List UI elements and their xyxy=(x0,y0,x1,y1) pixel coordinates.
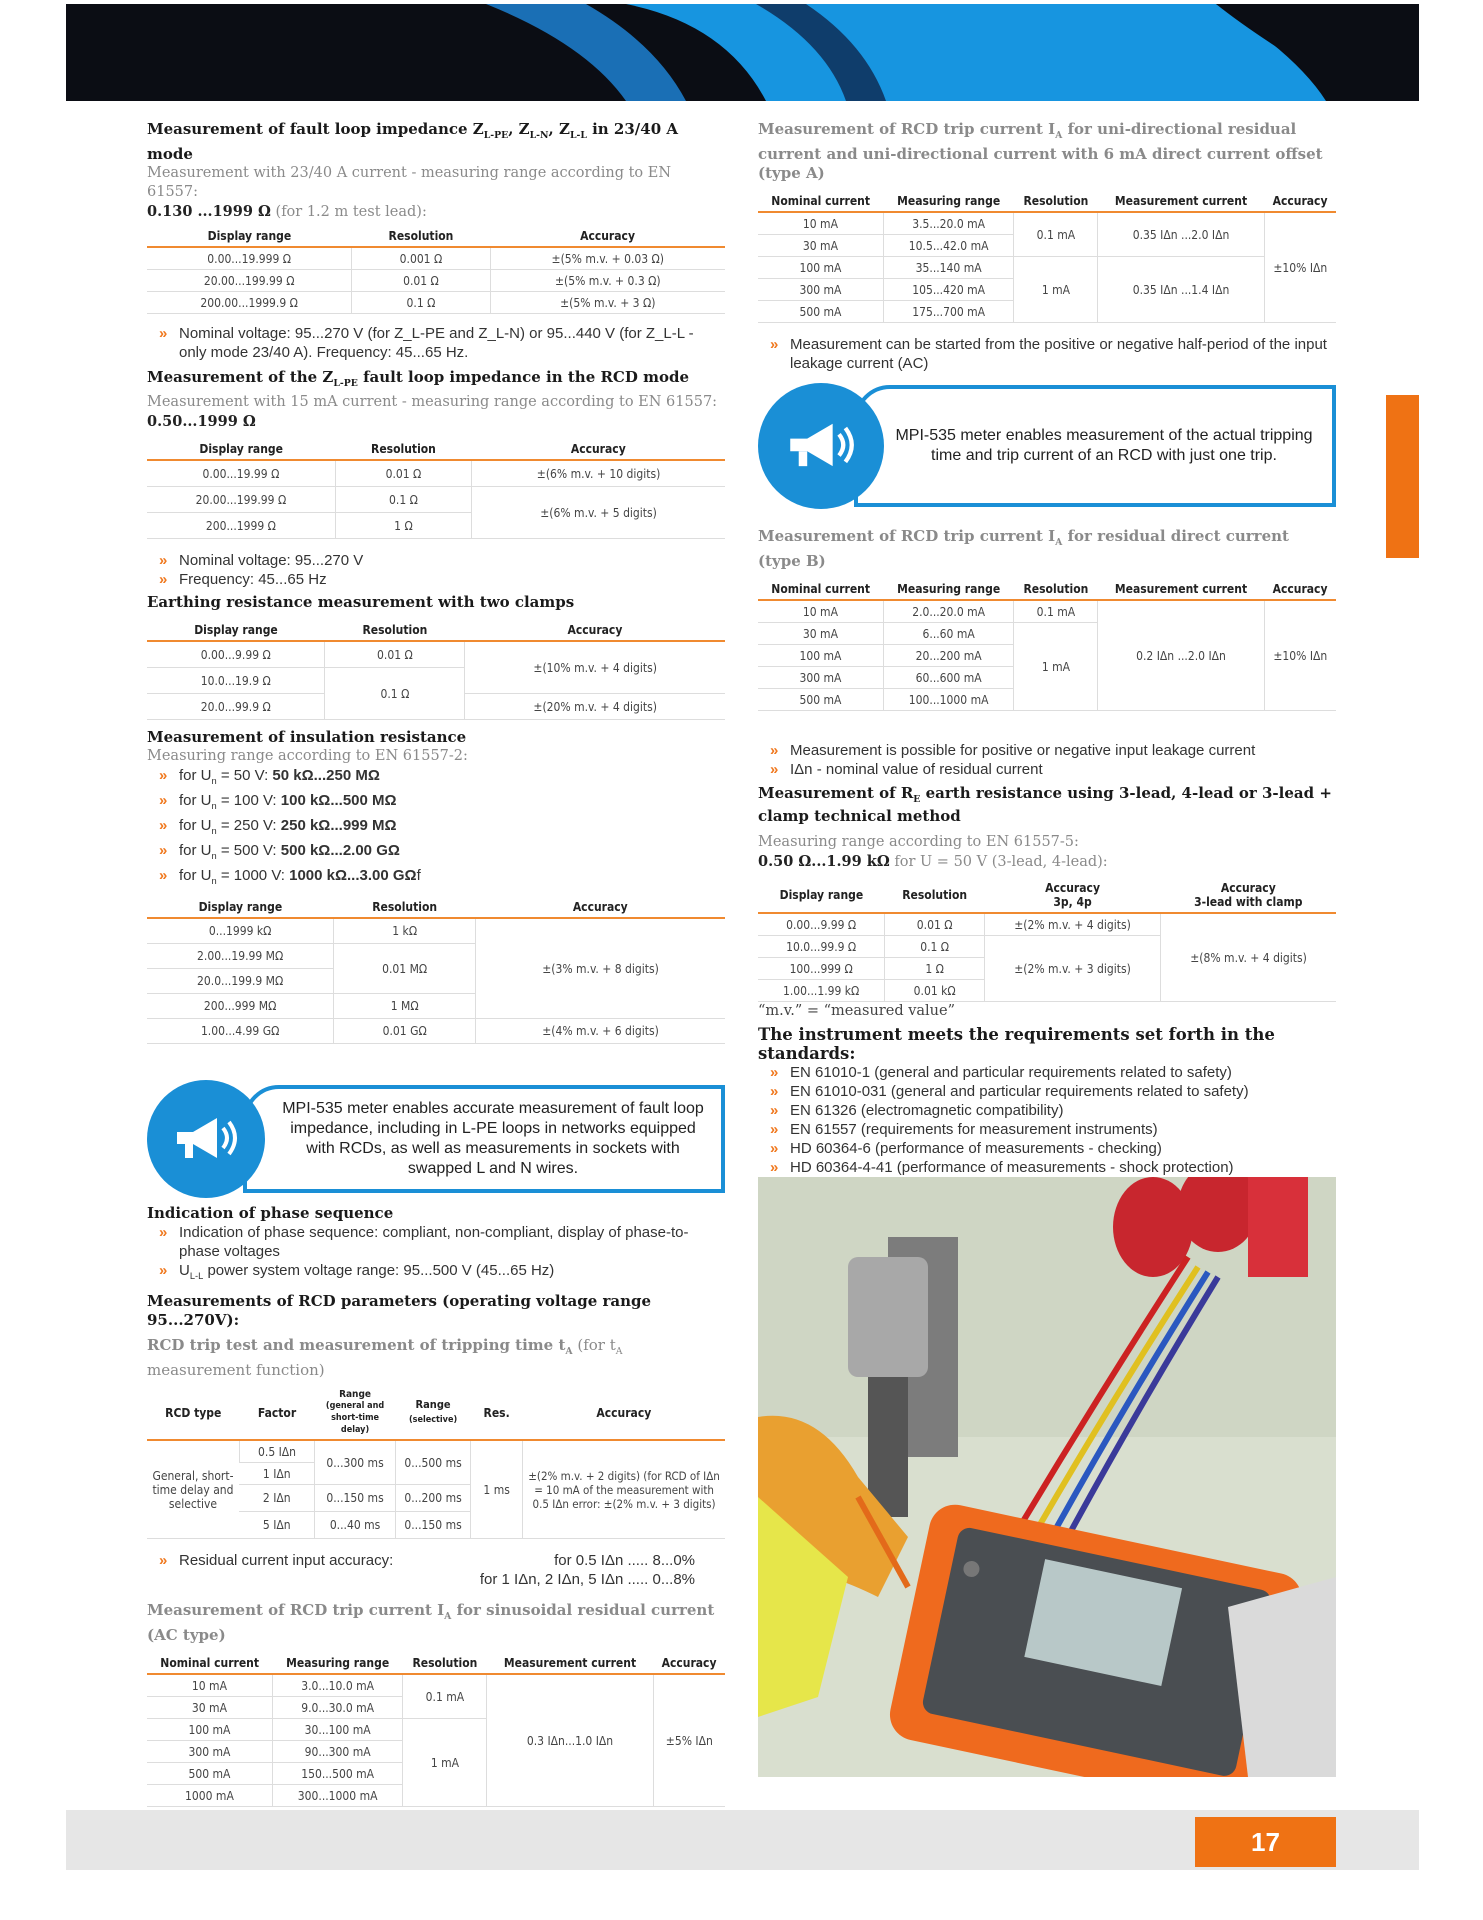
standards-title: The instrument meets the requirements set forth in the standards: xyxy=(758,1025,1275,1063)
table-row: 500 mA 150...500 mA xyxy=(147,1763,725,1785)
table-row: 0.00...19.99 Ω 0.01 Ω ±(6% m.v. + 10 digits) xyxy=(147,460,725,487)
re-table: Display range Resolution Accuracy 3p, 4p Accuracy 3-lead with clamp 0.00...9.99 Ω 0.01 Ω ±(2% m.v. + 4 digits) ±(8% m.v. + 4 digits) 10.0...99.9 Ω 0.1 Ω ±(2% m.v. + 3 digits) 100...999 Ω 1 Ω 1.00...1.99 kΩ 0.01 kΩ xyxy=(758,878,1336,1002)
ac-type-title: Measurement of RCD trip current $I_A$ for sinusoidal residual current (AC type) xyxy=(147,1601,715,1644)
type-a-title: Measurement of RCD trip current $I_A$ for uni-directional residual current and uni-directional current with 6 mA direct current offset (type A) xyxy=(758,120,1323,182)
table-row: 0...1999 kΩ 1 kΩ ±(3% m.v. + 8 digits) xyxy=(147,918,725,944)
rcd-loop-range: 0.50...1999 Ω xyxy=(147,413,256,430)
megaphone-icon xyxy=(758,383,884,509)
table-row: 100...999 Ω 1 Ω xyxy=(758,958,1336,980)
insulation-item: » for $U_n = 50$ V: 50 kΩ...250 MΩ xyxy=(147,766,725,791)
insulation-item: » for $U_n = 250$ V: 250 kΩ...999 MΩ xyxy=(147,816,725,841)
insulation-table: Display range Resolution Accuracy 0...1999 kΩ 1 kΩ ±(3% m.v. + 8 digits) 2.00...19.99 MΩ 0.01 MΩ 20.0...199.9 MΩ 200...999 MΩ 1 MΩ 1.00...4.99 GΩ 0.01 GΩ ±(4% m.v. + 6 digits) xyxy=(147,897,725,1044)
table-row: 300 mA 60...600 mA xyxy=(758,667,1336,689)
earth-clamps-table: Display range Resolution Accuracy 0.00...9.99 Ω 0.01 Ω ±(10% m.v. + 4 digits) 10.0...19.9 Ω 0.1 Ω 20.0...99.9 Ω ±(20% m.v. + 4 digits) xyxy=(147,620,725,720)
type-b-note: » Measurement is possible for positive or negative input leakage current xyxy=(758,741,1336,760)
rcd-subtitle: RCD trip test and measurement of tripping time $t_A$ (for $t_A$ measurement function) xyxy=(147,1336,623,1379)
table-row: 0.00...19.999 Ω 0.001 Ω ±(5% m.v. + 0.03 Ω) xyxy=(147,247,725,270)
table-row: 200...999 MΩ 1 MΩ xyxy=(147,994,725,1019)
insulation-list xyxy=(147,766,725,891)
table-row: 20.0...99.9 Ω ±(20% m.v. + 4 digits) xyxy=(147,694,725,720)
fault-loop-desc: Measurement with 23/40 A current - measuring range according to EN 61557: xyxy=(147,165,672,200)
left-column xyxy=(147,120,725,1855)
callout-rcd xyxy=(758,383,1336,509)
table-row: 10 mA 3.0...10.0 mA 0.1 mA 0.3 IΔn...1.0 IΔn ±5% IΔn xyxy=(147,1674,725,1697)
re-range: 0.50 Ω...1.99 kΩ for U = 50 V (3-lead, 4-lead): xyxy=(758,853,1108,870)
table-row: 2 IΔn 0...150 ms 0...200 ms xyxy=(147,1485,725,1512)
instrument-photo xyxy=(758,1177,1336,1777)
fault-loop-range: 0.130 ...1999 Ω (for 1.2 m test lead): xyxy=(147,203,427,220)
ac-type-table: Nominal current Measuring range Resolution Measurement current Accuracy 10 mA 3.0...10.0 mA 0.1 mA 0.3 IΔn...1.0 IΔn ±5% IΔn 30 mA 9.0...30.0 mA 100 mA 30...100 mA 1 mA 300 mA 90...300 mA 500 mA 150...500 mA 1000 mA 300...1000 mA xyxy=(147,1653,725,1807)
table-row: 2.00...19.99 MΩ 0.01 MΩ xyxy=(147,944,725,969)
header-banner xyxy=(66,4,1419,101)
table-row: 30 mA 6...60 mA 1 mA xyxy=(758,623,1336,645)
standard-item: » EN 61010-031 (general and particular requirements related to safety) xyxy=(758,1082,1336,1101)
table-row: 100 mA 35...140 mA 1 mA 0.35 IΔn ...1.4 IΔn xyxy=(758,257,1336,279)
table-row: 300 mA 90...300 mA xyxy=(147,1741,725,1763)
rcd-loop-note: » Frequency: 45...65 Hz xyxy=(147,570,725,589)
page-number: 17 xyxy=(1195,1817,1336,1867)
type-b-table: Nominal current Measuring range Resolution Measurement current Accuracy 10 mA 2.0...20.0 mA 0.1 mA 0.2 IΔn ...2.0 IΔn ±10% IΔn 30 mA 6...60 mA 1 mA 100 mA 20...200 mA 300 mA 60...600 mA 500 mA 100...1000 mA xyxy=(758,579,1336,711)
table-row: 0.00...9.99 Ω 0.01 Ω ±(10% m.v. + 4 digits) xyxy=(147,641,725,668)
table-row: 0.00...9.99 Ω 0.01 Ω ±(2% m.v. + 4 digits) ±(8% m.v. + 4 digits) xyxy=(758,913,1336,936)
insulation-item: » for $U_n = 100$ V: 100 kΩ...500 MΩ xyxy=(147,791,725,816)
type-b-note: » IΔn - nominal value of residual current xyxy=(758,760,1336,779)
table-row: 5 IΔn 0...40 ms 0...150 ms xyxy=(147,1512,725,1539)
standard-item: » EN 61557 (requirements for measurement instruments) xyxy=(758,1120,1336,1139)
table-row: 10 mA 3.5...20.0 mA 0.1 mA 0.35 IΔn ...2.0 IΔn ±10% IΔn xyxy=(758,212,1336,235)
rcd-header-range: Range (general and short-time delay) xyxy=(315,1386,396,1440)
standard-item: » EN 61010-1 (general and particular requirements related to safety) xyxy=(758,1063,1336,1082)
fault-loop-note: » Nominal voltage: 95...270 V (for Z_L-PE and Z_L-N) or 95...440 V (for Z_L-L - only mode 23/40 A). Frequency: 45...65 Hz. xyxy=(147,324,725,362)
fault-loop-table: Display range Resolution Accuracy 0.00...19.999 Ω 0.001 Ω ±(5% m.v. + 0.03 Ω) 20.00...199.99 Ω 0.01 Ω ±(5% m.v. + 0.3 Ω) 200.00...1999.9 Ω 0.1 Ω ±(5% m.v. + 3 Ω) xyxy=(147,226,725,314)
insulation-item: » for $U_n = 500$ V: 500 kΩ...2.00 GΩ xyxy=(147,841,725,866)
re-header-clamp: Accuracy 3-lead with clamp xyxy=(1161,878,1336,913)
table-row: 100 mA 20...200 mA xyxy=(758,645,1336,667)
insulation-desc: Measuring range according to EN 61557-2: xyxy=(147,748,468,764)
table-row: 1.00...1.99 kΩ 0.01 kΩ xyxy=(758,980,1336,1002)
standard-item: » HD 60364-6 (performance of measurements - checking) xyxy=(758,1139,1336,1158)
table-row: 500 mA 100...1000 mA xyxy=(758,689,1336,711)
table-row: 20.00...199.99 Ω 0.01 Ω ±(5% m.v. + 0.3 Ω) xyxy=(147,270,725,292)
table-row: 300 mA 105...420 mA xyxy=(758,279,1336,301)
table-row: 100 mA 30...100 mA 1 mA xyxy=(147,1719,725,1741)
rcd-loop-note: » Nominal voltage: 95...270 V xyxy=(147,551,725,570)
table-row: 200...1999 Ω 1 Ω xyxy=(147,513,725,539)
table-row: 20.00...199.99 Ω 0.1 Ω ±(6% m.v. + 5 digits) xyxy=(147,487,725,513)
rcd-loop-desc: Measurement with 15 mA current - measuring range according to EN 61557: xyxy=(147,394,718,410)
table-row: 10.0...19.9 Ω 0.1 Ω xyxy=(147,668,725,694)
callout-text: MPI-535 meter enables accurate measurement of fault loop impedance, including in L-PE loops in networks equipped with RCDs, as well as measurements in sockets with swapped L and N wires. xyxy=(243,1085,725,1193)
standard-item: » HD 60364-4-41 (performance of measurements - shock protection) xyxy=(758,1158,1336,1177)
re-desc: Measuring range according to EN 61557-5: xyxy=(758,834,1079,850)
table-row: General, short-time delay and selective 0.5 IΔn 0...300 ms 0...500 ms 1 ms ±(2% m.v. + 2 digits) (for RCD of IΔn = 10 mA of the measurement with 0.5 IΔn error: ±(2% m.v. + 3 digits) xyxy=(147,1440,725,1463)
re-title: Measurement of $R_E$ earth resistance using 3-lead, 4-lead or 3-lead + clamp technical method xyxy=(758,784,1332,825)
megaphone-icon xyxy=(147,1080,265,1198)
type-a-table: Nominal current Measuring range Resolution Measurement current Accuracy 10 mA 3.5...20.0 mA 0.1 mA 0.35 IΔn ...2.0 IΔn ±10% IΔn 30 mA 10.5...42.0 mA 100 mA 35...140 mA 1 mA 0.35 IΔn ...1.4 IΔn 300 mA 105...420 mA 500 mA 175...700 mA xyxy=(758,191,1336,323)
insulation-title: Measurement of insulation resistance xyxy=(147,728,467,746)
re-header-acc: Accuracy 3p, 4p xyxy=(984,878,1160,913)
table-row: 10 mA 2.0...20.0 mA 0.1 mA 0.2 IΔn ...2.0 IΔn ±10% IΔn xyxy=(758,600,1336,623)
type-b-title: Measurement of RCD trip current $I_A$ for residual direct current (type B) xyxy=(758,527,1289,570)
rcd-loop-table: Display range Resolution Accuracy 0.00...19.99 Ω 0.01 Ω ±(6% m.v. + 10 digits) 20.00...199.99 Ω 0.1 Ω ±(6% m.v. + 5 digits) 200...1999 Ω 1 Ω xyxy=(147,439,725,539)
callout-fault-loop xyxy=(147,1080,725,1198)
residual-accuracy: » Residual current input accuracy: for 0.5 IΔn ..... 8...0% for 1 IΔn, 2 IΔn, 5 IΔn ..... 0...8% xyxy=(147,1551,725,1593)
section-tab xyxy=(1386,395,1419,558)
re-footnote: “m.v.” = “measured value” xyxy=(758,1003,956,1019)
rcd-header-selective: Range (selective) xyxy=(396,1386,471,1440)
rcd-title: Measurements of RCD parameters (operating voltage range 95...270V): xyxy=(147,1292,652,1329)
table-row: 30 mA 10.5...42.0 mA xyxy=(758,235,1336,257)
callout-text: MPI-535 meter enables measurement of the actual tripping time and trip current of an RCD with just one trip. xyxy=(854,385,1336,507)
insulation-item: » for $U_n = 1000$ V: 1000 kΩ...3.00 GΩf xyxy=(147,866,725,891)
rcd-table: RCD type Factor Range (general and short-time delay) Range (selective) Res. Accuracy General, short-time delay and selective 0.5 IΔn 0...300 ms 0...500 ms 1 ms ±(2% m.v. + 2 digits) (for RCD of IΔn = 10 mA of the measurement with 0.5 IΔn error: ±(2% m.v. + 3 digits) 1 IΔn 2 IΔn 0...150 ms 0...200 ms 5 IΔn 0...40 ms 0...150 ms xyxy=(147,1386,725,1539)
standard-item: » EN 61326 (electromagnetic compatibility) xyxy=(758,1101,1336,1120)
right-column xyxy=(758,120,1336,1215)
table-row: 20.0...199.9 MΩ xyxy=(147,969,725,994)
table-row: 500 mA 175...700 mA xyxy=(758,301,1336,323)
table-row: 1.00...4.99 GΩ 0.01 GΩ ±(4% m.v. + 6 digits) xyxy=(147,1019,725,1044)
phase-title: Indication of phase sequence xyxy=(147,1204,394,1222)
phase-item: » $U_{L-L}$ power system voltage range: 95...500 V (45...65 Hz) xyxy=(147,1261,725,1286)
fault-loop-title: Measurement of fault loop impedance $Z_{L-PE}$, $Z_{L-N}$, $Z_{L-L}$ in 23/40 A mode xyxy=(147,120,679,163)
earth-clamps-title: Earthing resistance measurement with two clamps xyxy=(147,593,575,611)
table-row: 200.00...1999.9 Ω 0.1 Ω ±(5% m.v. + 3 Ω) xyxy=(147,292,725,314)
table-row: 1000 mA 300...1000 mA xyxy=(147,1785,725,1807)
phase-item: » Indication of phase sequence: compliant, non-compliant, display of phase-to-phase voltages xyxy=(147,1223,725,1261)
rcd-loop-title: Measurement of the $Z_{L-PE}$ fault loop impedance in the RCD mode xyxy=(147,368,690,389)
table-row: 10.0...99.9 Ω 0.1 Ω ±(2% m.v. + 3 digits) xyxy=(758,936,1336,958)
table-row: 1 IΔn xyxy=(147,1463,725,1485)
type-a-note: » Measurement can be started from the positive or negative half-period of the input leakage current (AC) xyxy=(758,335,1336,373)
table-row: 30 mA 9.0...30.0 mA xyxy=(147,1697,725,1719)
